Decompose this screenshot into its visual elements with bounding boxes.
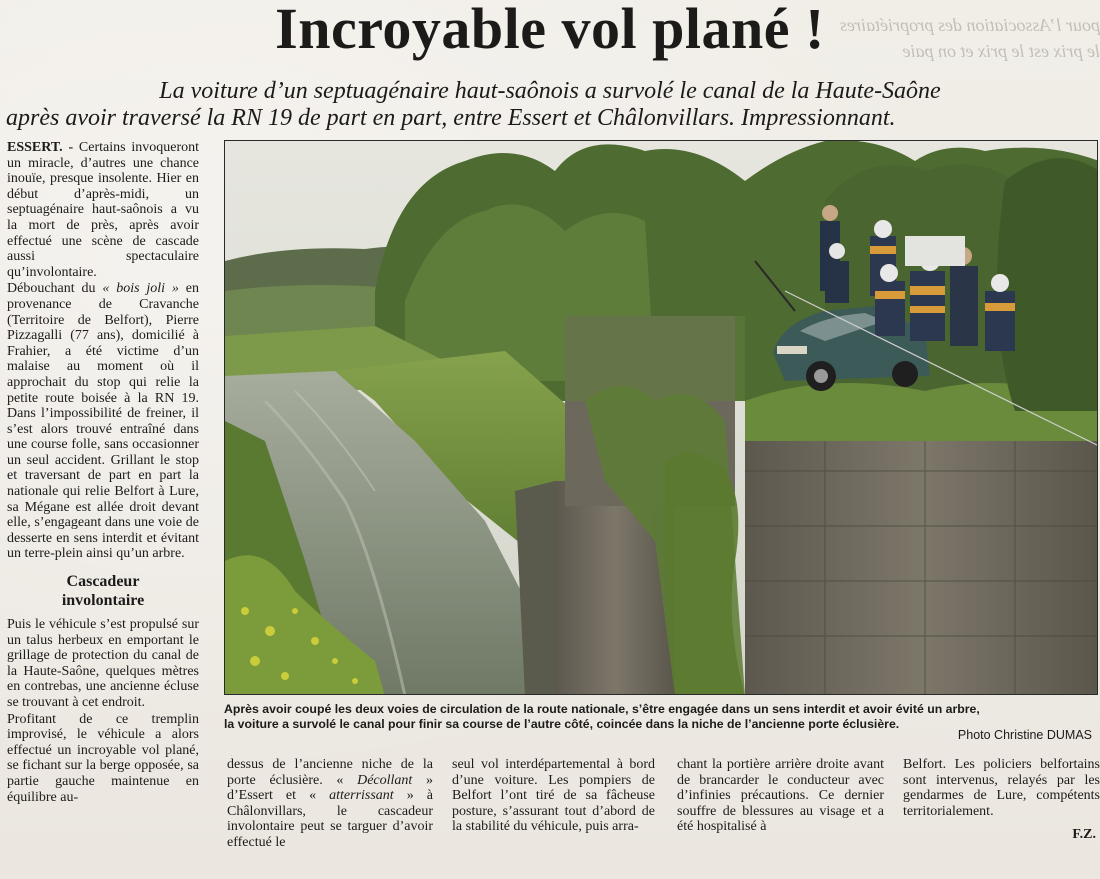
photo-caption [224, 702, 1100, 731]
left-column [7, 140, 199, 806]
dateline: ESSERT. - [7, 140, 74, 155]
article-column-2: seul vol interdépartemental à bord d’une voiture. Les pompiers de Belfort l’ont tiré de sa fâcheuse posture, s’assurant tout d’abord de la stabilité du véhicule, puis arra- [452, 757, 655, 835]
news-photo [224, 140, 1098, 695]
paragraph-3: Puis le véhicule s’est propulsé sur un talus herbeux en emportant le grillage de protection du canal de la Haute-Saône, quelques mètres en contrebas, une ancienne écluse se trouvant à cet endroit. [7, 617, 199, 710]
bleed-through-text: pour l’Association des propriétaires le prix est le prix et on paie [839, 15, 1100, 61]
article-column-3: chant la portière arrière droite avant de brancarder le conducteur avec d’infinies précautions. Ce dernier souffre de blessures au visage et a été hospitalisé à [677, 757, 884, 835]
column-1-text-a: dessus de l’ancienne niche de la porte éclusière. « [227, 757, 433, 788]
column-1-text-b: » d’Essert et « [227, 772, 434, 804]
atterrissant-quote: atterrissant [329, 788, 394, 804]
paragraph-1-text: Certains invoqueront un miracle, d’autres une chance inouïe, presque insolente. Hier en début d’après-midi, un septuagénaire haut-saônois a vu la mort de près, après avoir effectué une scène de cascade aussi spectaculaire qu’involontaire. [7, 140, 200, 280]
subtitle-line-1: La voiture d’un septuagénaire haut-saônois a survolé le canal de la Haute-Saône [159, 78, 941, 104]
caption-line-1: Après avoir coupé les deux voies de circulation de la route nationale, s’être engagée dans un sens interdit et avoir évité un arbre, [224, 702, 980, 716]
subheading [7, 572, 199, 610]
author-signature: F.Z. [1072, 827, 1096, 842]
subheading-line-2: involontaire [61, 592, 145, 610]
bois-joli-quote: « bois joli » [102, 281, 179, 297]
column-1-text-c: » à Châlonvillars, le cascadeur involontaire peut se targuer d’avoir effectué le [227, 788, 434, 850]
article-column-4: Belfort. Les policiers belfortains sont intervenus, relayés par les gendarmes de Lure, compétents territorialement. [903, 757, 1100, 819]
paragraph-2-text: en provenance de Cravanche (Territoire de Belfort), Pierre Pizzagalli (77 ans), domicilié à Frahier, a été victime d’un malaise au moment où il approchait du stop qui relie la petite route boisée à la RN 19. Dans l’impossibilité de freiner, il s’est alors trouvé entraîné dans une course folle, sans occasionner un seul accident. Grillant le stop et traversant de part en part la nationale qui relie Belfort à Lure, sa Mégane est allée droit devant elle, s’engageant dans une voie de desserte en sens interdit et évitant un terre-plein ainsi qu’un arbre. [7, 281, 199, 562]
paragraph-2 [7, 281, 199, 562]
canal-accident-photo [225, 141, 1098, 695]
bleed-through-text: . [230, 745, 233, 759]
headline: Incroyable vol plané ! [275, 0, 825, 61]
caption-line-2: la voiture a survolé le canal pour finir sa course de l’autre côté, coincée dans la niche de l’ancienne porte éclusière. [224, 716, 900, 731]
decollant-quote: Décollant [357, 772, 413, 788]
paragraph-1 [7, 140, 199, 280]
subtitle-line-2: après avoir traversé la RN 19 de part en part, entre Essert et Châlonvillars. Impressionnant. [6, 105, 896, 131]
subheading-line-1: Cascadeur [66, 573, 140, 591]
article-column-1 [227, 757, 433, 851]
photo-credit: Photo Christine DUMAS [957, 728, 1092, 742]
paragraph-2-start: Débouchant du [7, 281, 103, 297]
paragraph-4: Profitant de ce tremplin improvisé, le véhicule a alors effectué un incroyable vol plané, se fichant sur la berge opposée, sa partie gauche maintenue en équilibre au- [7, 711, 199, 805]
